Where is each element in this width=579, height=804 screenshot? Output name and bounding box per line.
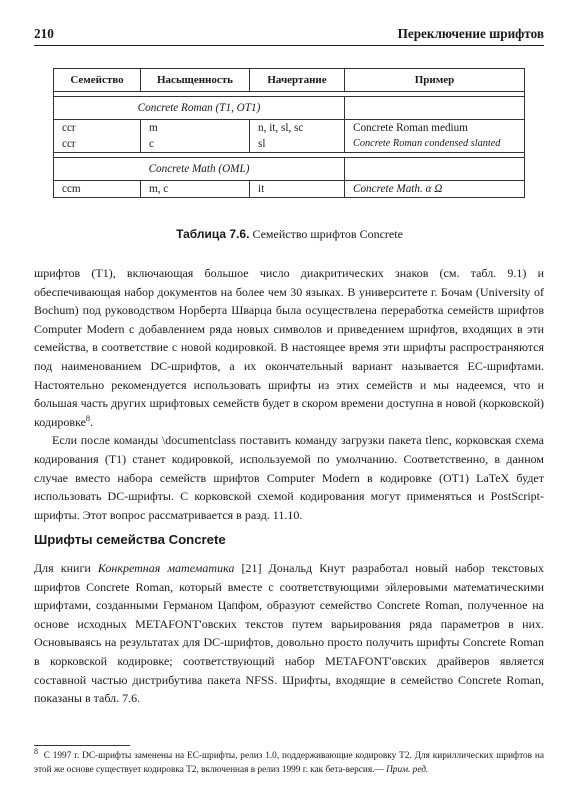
footnote [34,746,544,777]
paragraph-end: . [89,414,93,429]
col-header-family: Семейство [54,69,141,92]
col-header-shape: Начертание [250,69,345,92]
col-header-example: Пример [345,69,525,92]
body-text-block-2 [34,559,544,708]
cell-weight: c [141,136,250,153]
group-title: Concrete Roman (T1, OT1) [54,97,345,120]
table-header-row [54,69,525,92]
cell-example: Concrete Roman medium [345,120,525,137]
paragraph: Если после команды \documentclass поставить команду загрузки пакета tlenc, корковская схема кодирования (T1) станет кодировкой, используемой по умолчанию. Соответственно, в данном случае вместо набора семейств шрифтов Computer Modern в кодировке (OT1) LaTeX будет использовать DC-шрифты. С корковской схемой кодирования могут применяться и PostScript-шрифты. Этот вопрос рассматривается в разд. 11.10. [34,433,544,522]
footnote-mark: 8 [85,413,90,423]
cell-example: Concrete Roman condensed slanted [345,136,525,153]
cell-family: ccm [54,181,141,198]
paragraph [34,559,544,708]
table-caption [0,227,579,242]
cell-weight: m, c [141,181,250,198]
footnote-note-author: Прим. ред. [386,764,429,775]
cell-shape: sl [250,136,345,153]
book-title: Конкретная математика [97,561,235,575]
running-title: Переключение шрифтов [397,26,544,41]
footnote-number: 8 [34,746,38,756]
paragraph [34,264,544,431]
footnote-text: С 1997 г. DC-шрифты заменены на EC-шрифты, релиз 1.0, поддерживающие кодировку T2. Для кириллических шрифтов на этой же основе существует кодировка T2, включенная в релиз 1999 г. как бета-версия.— [34,751,544,775]
table-group-row [54,158,525,181]
col-header-weight: Насыщенность [141,69,250,92]
font-family-table [53,68,525,198]
footnote-rule [34,745,130,746]
paragraph-text: Для книги [34,561,98,575]
table-group-row [54,97,525,120]
paragraph-text: шрифтов (T1), включающая большое число диакритических знаков (см. табл. 9.1) и обеспечивающая набор документов на более чем 30 языках. В университете г. Бочам (University of Bochum) под руководством Норберта Шварца была осуществлена переработка семейств шрифтов Computer Modern с добавлением ряда новых символов и приведением шрифтов, входящих в эти семейства, в соответствие с новой кодировкой. В настоящее время эти шрифты распространяются под наименованием DC-шрифтов, а их окончательный вариант называется EC-шрифтами. Настоятельно рекомендуется использовать шрифты из этих семейств и мы надеемся, что и большая часть других шрифтовых семейств будет в скором времени доступна в новой (корковской) кодировке [34,266,544,429]
section-title: Шрифты семейства Concrete [34,532,226,547]
paragraph-text: [21] Дональд Кнут разработал новый набор текстовых шрифтов Concrete Roman, который вместе с соответствующими эйлеровыми математическими шрифтами, созданными Германом Цапфом, образуют семейство Concrete Roman, полученное на основе исходных METAFONT'овских текстов путем варьирования ряда параметров в них. Основываясь на результатах для DC-шрифтов, довольно просто получить шрифты Concrete Roman в корковской кодировке; соответствующий набор METAFONT'овских драйверов является составной частью дистрибутива пакета NFSS. Шрифты, входящие в семейство Concrete Roman, показаны в табл. 7.6. [34,561,545,706]
group-title: Concrete Math (OML) [54,158,345,181]
cell-family: ccr [54,120,141,137]
caption-label: Таблица 7.6. [176,227,250,241]
table-row [54,181,525,198]
cell-weight: m [141,120,250,137]
page-number: 210 [34,26,54,41]
cell-shape: n, it, sl, sc [250,120,345,137]
table-row [54,120,525,137]
body-text-block-1 [34,264,544,524]
table-row [54,136,525,153]
caption-text: Семейство шрифтов Concrete [252,227,403,241]
page-header [34,22,544,46]
cell-example: Concrete Math. α Ω [345,181,525,198]
cell-shape: it [250,181,345,198]
cell-family: ccr [54,136,141,153]
